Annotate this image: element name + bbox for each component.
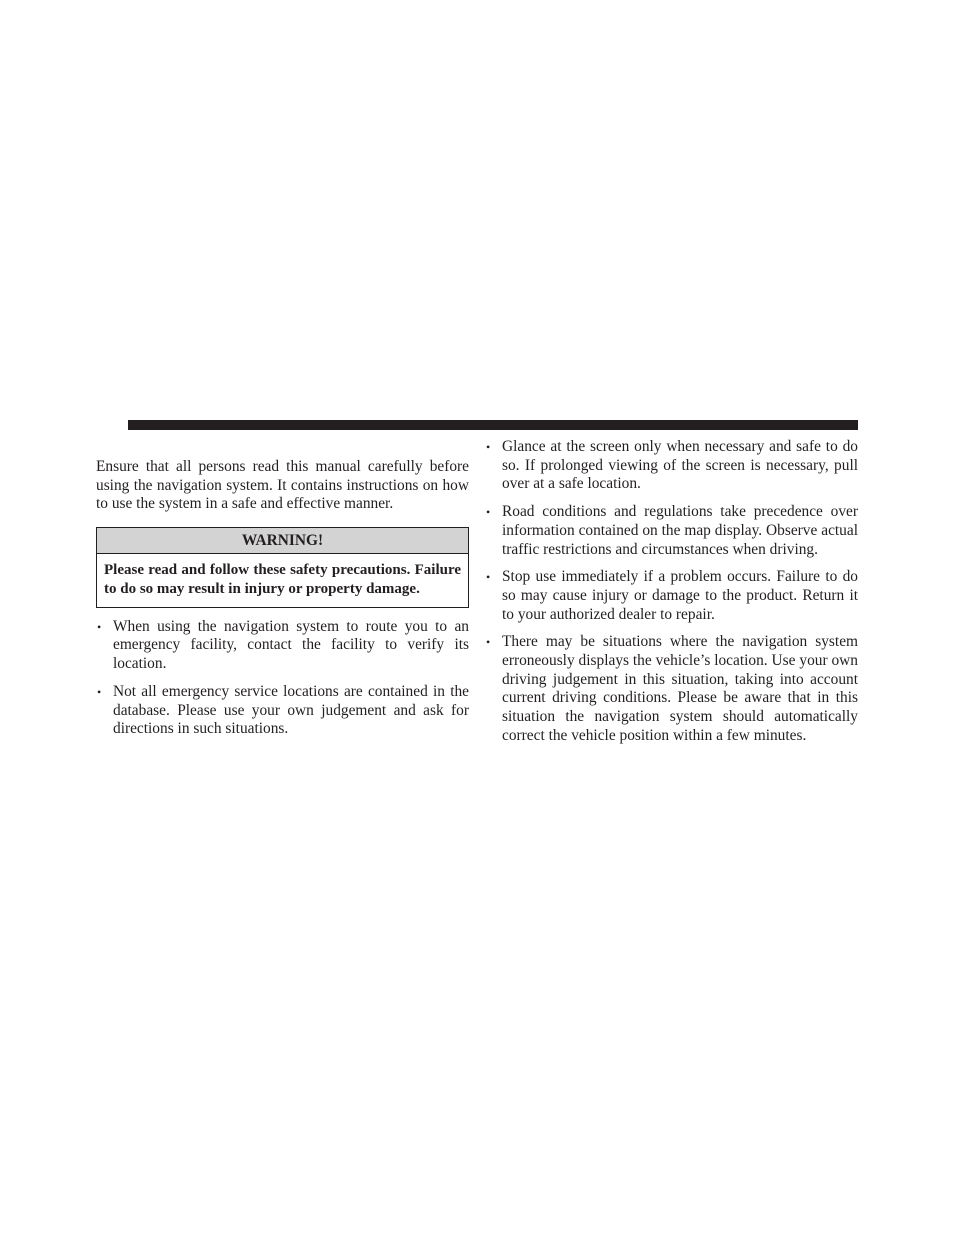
list-item-text: Road conditions and regulations take precedence over information contained on the map display. Observe actual traffic restrictions and circumstances when driving. [502, 503, 858, 558]
list-item [485, 633, 858, 745]
list-item-text: Stop use immediately if a problem occurs. Failure to do so may cause injury or damage to the product. Return it to your authorized dealer to repair. [502, 568, 858, 623]
list-item [485, 568, 858, 624]
list-item [96, 618, 469, 674]
right-bullet-list [485, 438, 858, 746]
warning-title: WARNING! [97, 528, 468, 554]
list-item [485, 503, 858, 559]
bullet-icon: • [486, 635, 491, 650]
intro-paragraph: Ensure that all persons read this manual carefully before using the navigation system. It contains instructions on how to use the system in a safe and effective manner. [96, 458, 469, 513]
section-header-rule [128, 420, 858, 430]
list-item-text: When using the navigation system to route you to an emergency facility, contact the facility to verify its location. [113, 617, 469, 673]
list-item [485, 438, 858, 494]
warning-box [96, 527, 469, 608]
list-item-text: Not all emergency service locations are contained in the database. Please use your own judgement and ask for directions in such situations. [113, 682, 469, 738]
bullet-icon: • [486, 505, 491, 520]
bullet-icon: • [97, 684, 102, 699]
warning-text: Please read and follow these safety precautions. Failure to do so may result in injury or property damage. [104, 562, 461, 597]
list-item-text: There may be situations where the navigation system erroneously displays the vehicle’s location. Use your own driving judgement in this situation, taking into account current driving conditions. Please be aware that in this situation the navigation system should automatically correct the vehicle position within a few minutes. [502, 633, 858, 744]
bullet-icon: • [97, 619, 102, 634]
right-column [485, 438, 858, 755]
bullet-icon: • [486, 440, 491, 454]
left-bullet-list [96, 618, 469, 739]
left-column [96, 438, 469, 748]
list-item-text: Glance at the screen only when necessary and safe to do so. If prolonged viewing of the screen is necessary, pull over at a safe location. [502, 438, 858, 493]
bullet-icon: • [486, 570, 491, 585]
list-item [96, 683, 469, 739]
